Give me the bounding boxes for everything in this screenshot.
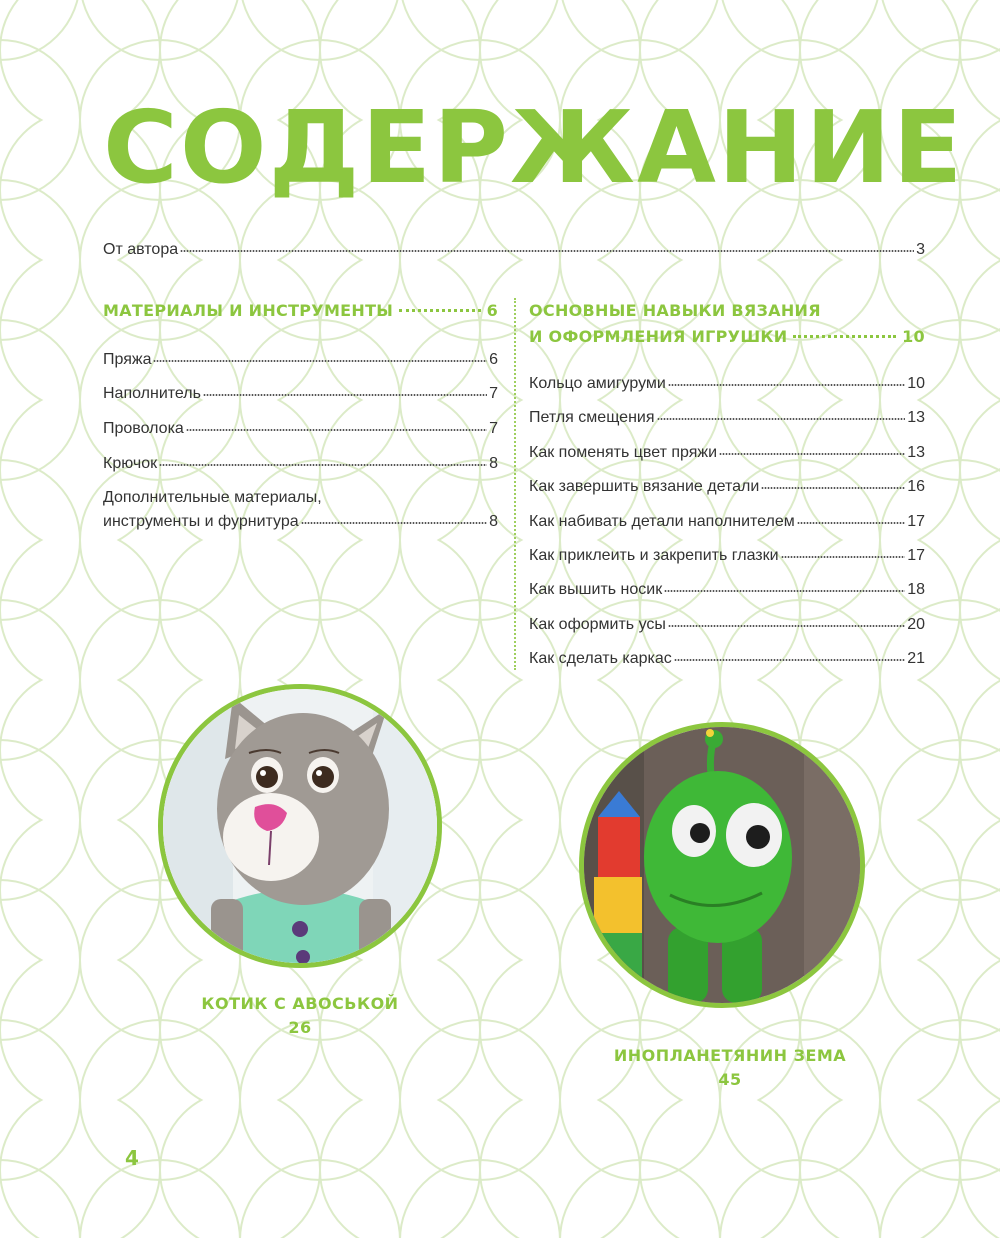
dot-leader: [664, 589, 905, 593]
toc-page: 16: [907, 478, 925, 495]
toc-label: Как сделать каркас: [529, 650, 672, 667]
toc-page: 6: [489, 351, 498, 368]
project-page: 45: [718, 1070, 742, 1089]
toc-page: 7: [489, 385, 498, 402]
page-number: 4: [125, 1146, 139, 1170]
toc-label-line1: Дополнительные материалы,: [103, 489, 322, 506]
toc-row[interactable]: [103, 454, 498, 474]
dot-leader: [761, 486, 905, 490]
dot-leader: [203, 393, 487, 397]
toc-page: 17: [907, 547, 925, 564]
toc-label: Как вышить носик: [529, 581, 663, 598]
section-heading-materials[interactable]: [103, 298, 498, 324]
toc-row[interactable]: [529, 649, 925, 669]
toc-row[interactable]: [103, 384, 498, 404]
dot-leader: [781, 555, 906, 559]
toc-page: 21: [907, 650, 925, 667]
toc-row[interactable]: [529, 512, 925, 532]
dot-leader: [797, 521, 905, 525]
toc-page: 10: [907, 375, 925, 392]
toc-label: инструменты и фурнитура: [103, 513, 299, 530]
toc-page: 13: [907, 409, 925, 426]
project-title: ИНОПЛАНЕТЯНИН ЗЕМА: [613, 1046, 847, 1065]
project-caption-cat[interactable]: [160, 992, 440, 1040]
toc-row[interactable]: [529, 546, 925, 566]
toc-label: Крючок: [103, 455, 158, 472]
toc-label: Пряжа: [103, 351, 152, 368]
toc-label: Петля смещения: [529, 409, 655, 426]
toc-row[interactable]: [529, 580, 925, 600]
section-materials: [103, 298, 498, 324]
section-heading-page: 10: [902, 327, 925, 346]
toc-row[interactable]: [103, 512, 498, 532]
dot-leader: [180, 249, 914, 253]
dot-leader: [399, 309, 480, 312]
toc-page: 8: [489, 455, 498, 472]
toc-row[interactable]: [529, 374, 925, 394]
toc-row[interactable]: [529, 443, 925, 463]
section-heading-line1: ОСНОВНЫЕ НАВЫКИ ВЯЗАНИЯ: [529, 301, 821, 320]
dot-leader: [793, 335, 896, 338]
section-heading-label: МАТЕРИАЛЫ И ИНСТРУМЕНТЫ: [103, 301, 394, 320]
dot-leader: [719, 452, 905, 456]
toc-label: Проволока: [103, 420, 184, 437]
toc-row[interactable]: [103, 419, 498, 439]
toc-label: Как набивать детали наполнителем: [529, 513, 795, 530]
dot-leader: [668, 383, 905, 387]
toc-row[interactable]: [529, 408, 925, 428]
dot-leader: [186, 428, 487, 432]
toc-page: 20: [907, 616, 925, 633]
project-caption-alien[interactable]: [590, 1044, 870, 1092]
project-photo-alien[interactable]: [579, 722, 865, 1008]
toc-label: Как завершить вязание детали: [529, 478, 760, 495]
page-title: СОДЕРЖАНИЕ: [103, 89, 965, 206]
dot-leader: [668, 624, 905, 628]
section-skills[interactable]: [529, 298, 925, 350]
section-heading-page: 6: [486, 301, 498, 320]
toc-label: Наполнитель: [103, 385, 201, 402]
toc-row[interactable]: [529, 615, 925, 635]
project-page: 26: [288, 1018, 312, 1037]
section-heading-label: И ОФОРМЛЕНИЯ ИГРУШКИ: [529, 327, 788, 346]
dot-leader: [674, 658, 905, 662]
section-heading-line2: [529, 324, 925, 350]
cat-toy-illustration: [163, 689, 437, 963]
dot-leader: [159, 463, 487, 467]
toc-label: Кольцо амигуруми: [529, 375, 666, 392]
toc-page: 17: [907, 513, 925, 530]
toc-page: 13: [907, 444, 925, 461]
toc-label: Как оформить усы: [529, 616, 666, 633]
toc-label: Как поменять цвет пряжи: [529, 444, 718, 461]
column-divider: [514, 298, 516, 670]
toc-label: От автора: [103, 241, 179, 258]
toc-row-intro[interactable]: [103, 240, 925, 260]
toc-page: 7: [489, 420, 498, 437]
dot-leader: [153, 359, 487, 363]
toc-page: 18: [907, 581, 925, 598]
toc-page: 8: [489, 513, 498, 530]
toc-row[interactable]: [529, 477, 925, 497]
dot-leader: [657, 417, 906, 421]
project-title: КОТИК С АВОСЬКОЙ: [201, 994, 399, 1013]
toc-row[interactable]: [103, 350, 498, 370]
toc-page: 3: [916, 241, 925, 258]
dot-leader: [301, 521, 487, 525]
project-photo-cat[interactable]: [158, 684, 442, 968]
toc-label: Как приклеить и закрепить глазки: [529, 547, 779, 564]
alien-toy-illustration: [584, 727, 860, 1003]
